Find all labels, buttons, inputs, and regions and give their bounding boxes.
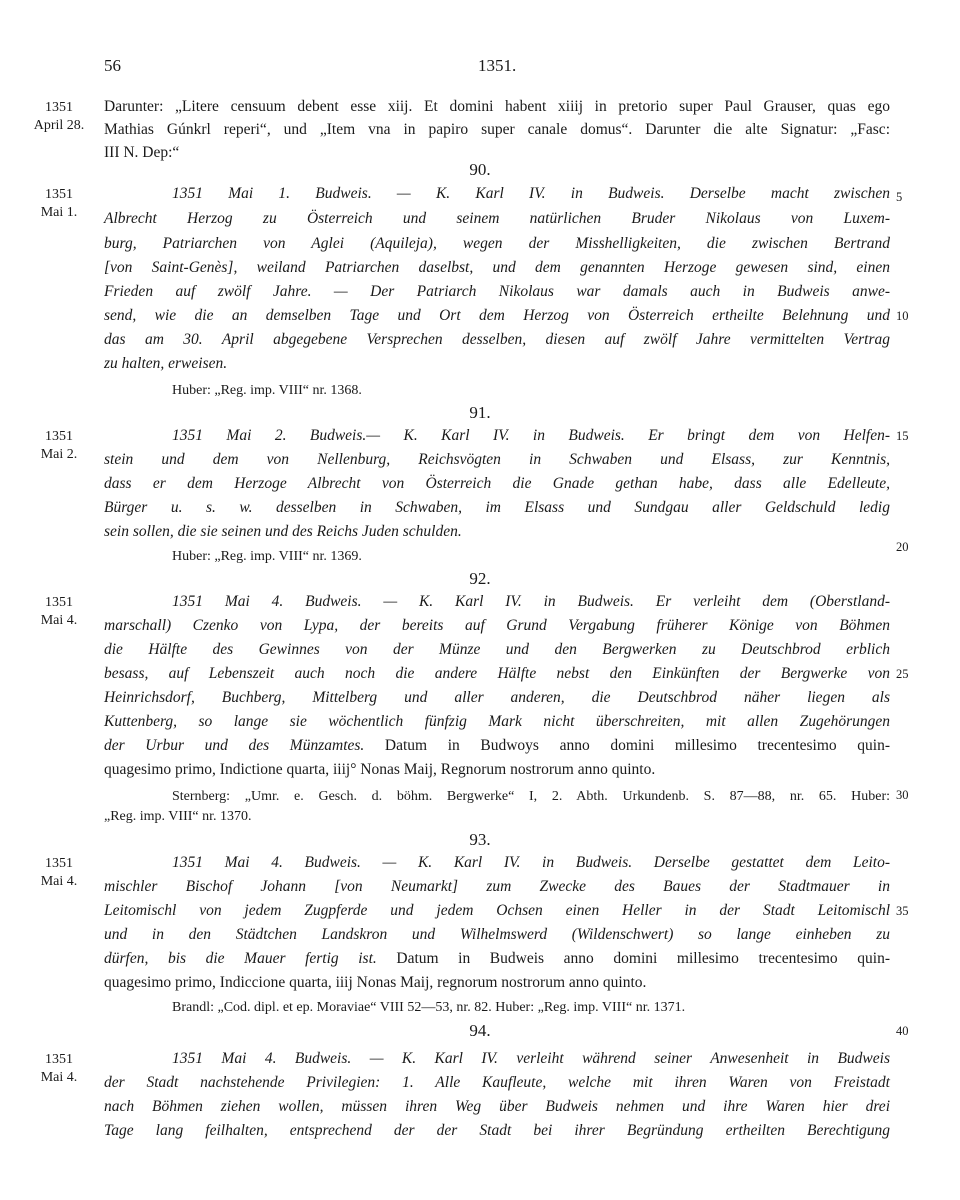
text-line: Kuttenberg, so lange sie wöchentlich fünfzig Mark nicht überschreiten, mit allen Zugehörungen: [104, 713, 890, 730]
margin-date: [24, 186, 94, 222]
margin-year: 1351: [45, 100, 73, 115]
source-citation: Huber: „Reg. imp. VIII“ nr. 1368.: [172, 383, 362, 398]
text-roman: Datum in Budwoys anno domini millesimo trecentesimo quin-: [364, 737, 891, 754]
text-line: besass, auf Lebenszeit auch noch die andere Hälfte nebst den Einkünften der Bergwerke von: [104, 665, 890, 682]
page-number: 56: [104, 56, 121, 75]
text-line: 1351 Mai 1. Budweis. — K. Karl IV. in Budweis. Derselbe macht zwischen: [172, 185, 890, 202]
margin-day: April 28.: [33, 118, 85, 133]
line-number: 20: [896, 540, 909, 554]
text-line: der Stadt nachstehende Privilegien: 1. Alle Kaufleute, welche mit ihren Waren von Freistadt: [104, 1074, 890, 1091]
line-number: 10: [896, 309, 909, 323]
text-line: burg, Patriarchen von Aglei (Aquileja), wegen der Misshelligkeiten, die zwischen Bertrand: [104, 235, 890, 252]
margin-day: Mai 4.: [40, 874, 78, 889]
text-line: [104, 947, 890, 971]
margin-year: 1351: [45, 1052, 73, 1067]
text-line: Darunter: „Litere censuum debent esse xiij. Et domini habent xiiij in pretorio super Paul Grauser, quas ego: [104, 98, 890, 115]
entry-number: 94.: [469, 1021, 491, 1040]
text-line: Heinrichsdorf, Buchberg, Mittelberg und aller anderen, die Deutschbrod näher liegen als: [104, 689, 890, 706]
line-number: 40: [896, 1024, 909, 1038]
margin-year: 1351: [45, 856, 73, 871]
text-line: sein sollen, die sie seinen und des Reichs Juden schulden.: [104, 523, 462, 540]
margin-date: [24, 855, 94, 891]
line-number: 30: [896, 788, 909, 802]
text-italic: der Urbur und des Münzamtes.: [104, 737, 365, 754]
text-line: stein und dem von Nellenburg, Reichsvögten in Schwaben und Elsass, zur Kenntnis,: [104, 451, 890, 468]
entry-number: 93.: [469, 830, 491, 849]
entry-number: 92.: [469, 569, 491, 588]
margin-year: 1351: [45, 595, 73, 610]
text-line: 1351 Mai 4. Budweis. — K. Karl IV. in Budweis. Derselbe gestattet dem Leito-: [172, 854, 890, 871]
source-citation: Brandl: „Cod. dipl. et ep. Moraviae“ VIII 52—53, nr. 82. Huber: „Reg. imp. VIII“ nr. 1371.: [172, 1000, 686, 1015]
text-line: 1351 Mai 4. Budweis. — K. Karl IV. in Budweis. Er verleiht dem (Oberstland-: [172, 593, 890, 610]
margin-date: [24, 428, 94, 464]
margin-date: [24, 99, 94, 135]
margin-day: Mai 1.: [40, 205, 78, 220]
running-head-year: 1351.: [478, 56, 517, 75]
line-number: 35: [896, 904, 909, 918]
text-line: marschall) Czenko von Lypa, der bereits auf Grund Vergabung früherer Könige von Böhmen: [104, 617, 890, 634]
line-number: 15: [896, 429, 909, 443]
text-line: das am 30. April abgegebene Versprechen desselben, diesen auf zwölf Jahre vermittelten Vertrag: [104, 331, 890, 348]
text-line: Frieden auf zwölf Jahre. — Der Patriarch Nikolaus war damals auch in Budweis anwe-: [104, 283, 890, 300]
text-line: Mathias Gúnkrl reperi“, und „Item vna in papiro super canale domus“. Darunter die alte Signatur: „Fasc:: [104, 121, 890, 138]
text-line: Albrecht Herzog zu Österreich und seinem natürlichen Bruder Nikolaus von Luxem-: [104, 210, 890, 227]
margin-date: [24, 594, 94, 630]
text-line: [104, 734, 890, 758]
line-number: 5: [896, 190, 903, 204]
text-line: Leitomischl von jedem Zugpferde und jedem Ochsen einen Heller in der Stadt Leitomischl: [104, 902, 890, 919]
text-line: Bürger u. s. w. desselben in Schwaben, im Elsass und Sundgau aller Geldschuld ledig: [104, 499, 890, 516]
text-line: nach Böhmen ziehen wollen, müssen ihren Weg über Budweis nehmen und ihre Waren hier drei: [104, 1098, 890, 1115]
text-italic: dürfen, bis die Mauer fertig ist.: [104, 950, 377, 967]
source-citation: Sternberg: „Umr. e. Gesch. d. böhm. Bergwerke“ I, 2. Abth. Urkundenb. S. 87—88, nr. 65. Huber:: [172, 789, 890, 804]
line-number: 25: [896, 667, 909, 681]
text-line: [von Saint-Genès], weiland Patriarchen daselbst, und dem genannten Herzoge gewesen sind, einen: [104, 259, 890, 276]
text-line: 1351 Mai 2. Budweis.— K. Karl IV. in Budweis. Er bringt dem von Helfen-: [172, 427, 890, 444]
text-line: 1351 Mai 4. Budweis. — K. Karl IV. verleiht während seiner Anwesenheit in Budweis: [172, 1050, 890, 1067]
margin-day: Mai 4.: [40, 613, 78, 628]
text-line: dass er dem Herzoge Albrecht von Österreich die Gnade gethan habe, dass alle Edelleute,: [104, 475, 890, 492]
text-line: Tage lang feilhalten, entsprechend der der Stadt bei ihrer Begründung ertheilten Berechtigung: [104, 1122, 890, 1139]
margin-day: Mai 4.: [40, 1070, 78, 1085]
source-citation: „Reg. imp. VIII“ nr. 1370.: [104, 809, 252, 824]
entry-number: 91.: [469, 403, 491, 422]
text-line: quagesimo primo, Indiccione quarta, iiij Nonas Maij, regnorum nostrorum anno quinto.: [104, 974, 647, 991]
text-line: mischler Bischof Johann [von Neumarkt] zum Zwecke des Baues der Stadtmauer in: [104, 878, 890, 895]
margin-year: 1351: [45, 187, 73, 202]
text-line: zu halten, erweisen.: [104, 355, 228, 372]
entry-number: 90.: [469, 160, 491, 179]
text-line: und in den Städtchen Landskron und Wilhelmswerd (Wildenschwert) so lange einheben zu: [104, 926, 890, 943]
text-line: quagesimo primo, Indictione quarta, iiij° Nonas Maij, Regnorum nostrorum anno quinto.: [104, 761, 656, 778]
text-roman: Datum in Budweis anno domini millesimo trecentesimo quin-: [376, 950, 890, 967]
text-line: III N. Dep:“: [104, 144, 180, 161]
margin-day: Mai 2.: [40, 447, 78, 462]
margin-date: [24, 1051, 94, 1087]
text-line: die Hälfte des Gewinnes von der Münze und den Bergwerken zu Deutschbrod erblich: [104, 641, 890, 658]
source-citation: Huber: „Reg. imp. VIII“ nr. 1369.: [172, 549, 362, 564]
text-line: send, wie die an demselben Tage und Ort dem Herzog von Österreich ertheilte Belehnung und: [104, 307, 890, 324]
margin-year: 1351: [45, 429, 73, 444]
